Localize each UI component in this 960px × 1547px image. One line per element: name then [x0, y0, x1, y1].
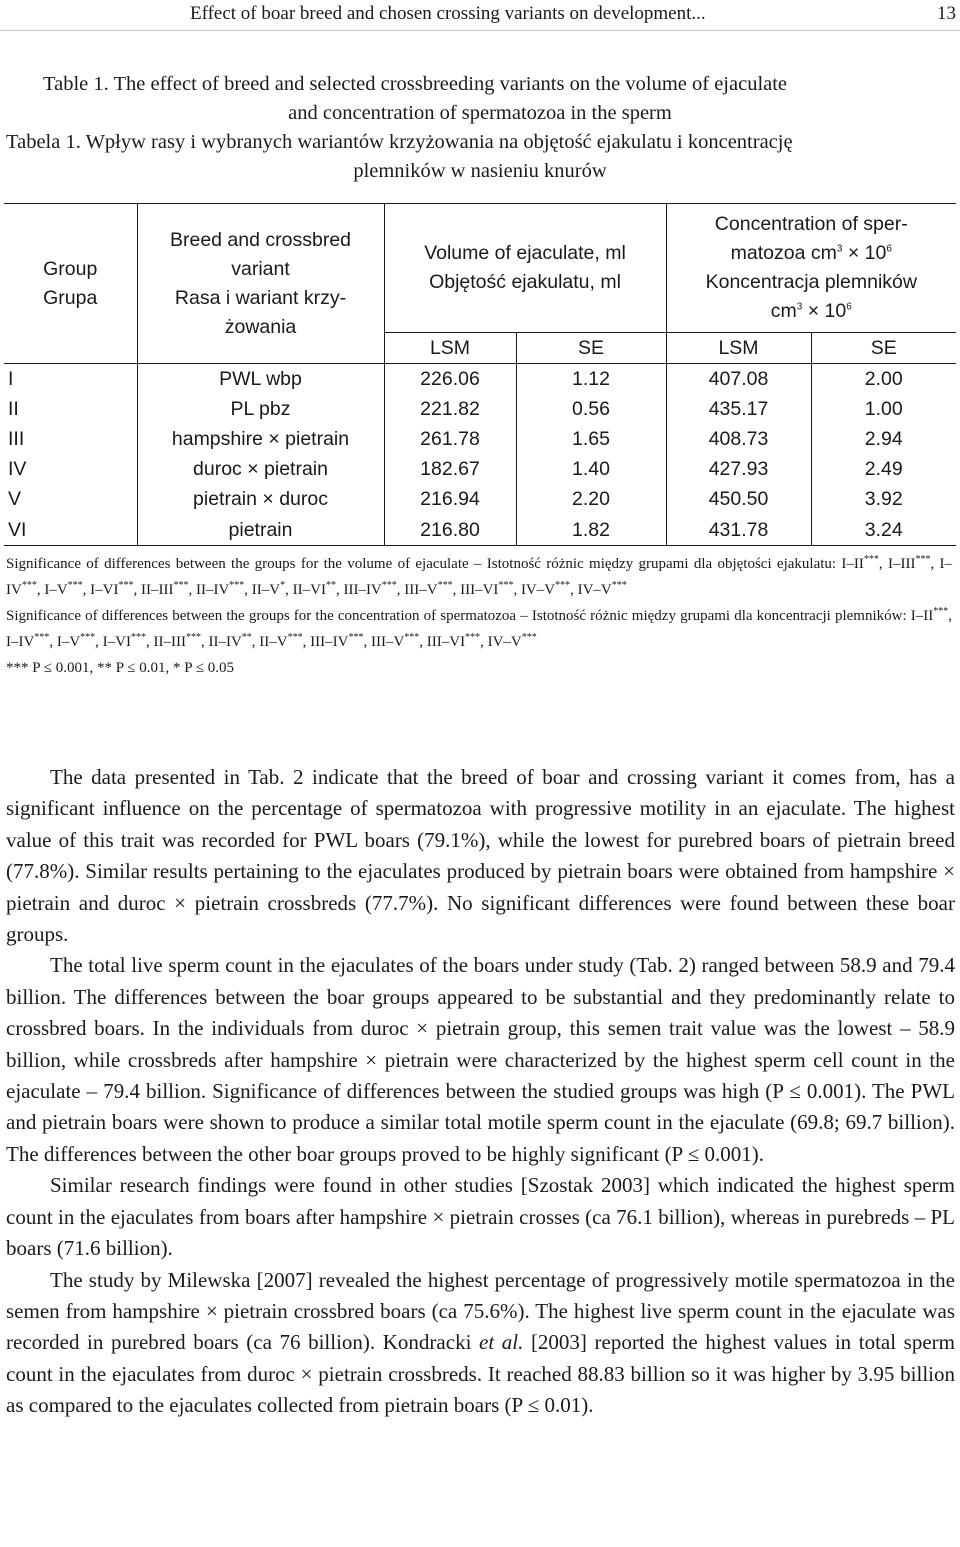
- pair-label: I–IV: [6, 556, 952, 598]
- cell-volume-lsm: 221.82: [384, 394, 516, 424]
- header-group: [4, 204, 137, 364]
- note-volume-pairs: I–II***, I–III***, I–IV***, I–V***, I–VI***, II–III***, II–IV***, II–V*, II–VI**, III–IV***, III–V***, III–VI***, IV–V***, IV–V***: [6, 554, 952, 598]
- pair-label: II–III: [153, 634, 186, 650]
- cell-group: III: [4, 424, 137, 454]
- note-legend: *** P ≤ 0.001, ** P ≤ 0.01, * P ≤ 0.05: [6, 660, 235, 676]
- data-table: [4, 203, 956, 546]
- cell-conc-lsm: 407.08: [666, 364, 811, 395]
- pair-significance: ***: [34, 632, 50, 643]
- table-row: [4, 455, 956, 485]
- header-conc-en1: Concentration of sper-: [714, 213, 908, 235]
- pair-significance: ***: [67, 580, 83, 591]
- pair-significance: ***: [555, 580, 571, 591]
- pair-significance: ***: [611, 580, 627, 591]
- cell-group: II: [4, 394, 137, 424]
- significance-pair: [404, 582, 452, 598]
- header-conc-en2b: × 10: [842, 242, 887, 264]
- header-breed-en1: Breed and crossbred: [169, 228, 352, 251]
- pair-label: I–II: [910, 608, 934, 624]
- pair-significance: ***: [287, 632, 303, 643]
- pair-significance: ***: [130, 632, 146, 643]
- table-row: [4, 485, 956, 515]
- cell-group: IV: [4, 455, 137, 485]
- cell-volume-se: 1.40: [516, 455, 666, 485]
- pair-significance: ***: [381, 580, 397, 591]
- header-concentration: [666, 204, 956, 333]
- subheader-se-volume: SE: [516, 333, 666, 364]
- cell-group: VI: [4, 515, 137, 546]
- pair-label: I–V: [56, 634, 81, 650]
- pair-label: III–IV: [310, 634, 349, 650]
- pair-significance: ***: [173, 580, 189, 591]
- pair-label: I–III: [887, 556, 916, 572]
- pair-label: IV–V: [520, 582, 556, 598]
- pair-significance: ***: [80, 632, 96, 643]
- subheader-lsm-concentration: LSM: [666, 333, 811, 364]
- pair-significance: **: [325, 580, 336, 591]
- pair-label: III–VI: [460, 582, 499, 598]
- note-concentration-significance: [6, 603, 952, 655]
- pair-label: II–V: [259, 634, 288, 650]
- significance-pair: [208, 634, 251, 650]
- paragraph-italic: et al.: [479, 1330, 524, 1355]
- significance-pair: [259, 634, 302, 650]
- pair-label: II–VI: [292, 582, 326, 598]
- paragraph: [6, 1265, 955, 1422]
- significance-pair: [911, 608, 949, 624]
- header-conc-pl2a: cm: [770, 300, 797, 322]
- cell-conc-se: 3.92: [864, 488, 903, 511]
- cell-conc-lsm: 427.93: [666, 455, 811, 485]
- cell-volume-se: 1.82: [516, 515, 666, 546]
- subheader-se-concentration: SE: [811, 333, 956, 364]
- header-conc-pl2: [667, 297, 957, 326]
- pair-label: II–III: [140, 582, 174, 598]
- pair-significance: ***: [21, 580, 37, 591]
- significance-pair: [6, 634, 49, 650]
- cell-group: V: [4, 485, 137, 515]
- header-conc-pl1: Koncentracja plemników: [705, 271, 917, 293]
- cell-breed: pietrain: [137, 515, 384, 546]
- caption-en-line1: Table 1. The effect of breed and selected crossbreeding variants on the volume of ejaculate: [43, 73, 788, 95]
- table-row: [4, 515, 956, 546]
- pair-label: I–V: [44, 582, 68, 598]
- body-text: [6, 762, 955, 1422]
- header-group-en: Group: [43, 257, 98, 280]
- cell-conc-lsm: 431.78: [666, 515, 811, 546]
- pair-significance: ***: [933, 606, 949, 617]
- pair-label: II–V: [251, 582, 281, 598]
- paragraph-text: [2003] reported the highest values in total sperm count in the ejaculates from duroc × pietrain crossbreds. It reached 88.83 billion so it was higher by 3.95 billion as compared to the ejaculates collected from pietrain boars (P ≤ 0.01).: [6, 1330, 955, 1418]
- header-breed-en2: variant: [231, 257, 290, 280]
- cell-conc-lsm: 408.73: [666, 424, 811, 454]
- cell-volume-se: 0.56: [516, 394, 666, 424]
- pair-significance: ***: [348, 632, 364, 643]
- significance-pair: [252, 582, 285, 598]
- significance-pair: [196, 582, 244, 598]
- header-breed-pl1: Rasa i wariant krzy-: [174, 286, 347, 309]
- significance-pair: [153, 634, 200, 650]
- pair-label: IV–V: [487, 634, 522, 650]
- header-conc-pl2-sup2: 6: [846, 301, 852, 313]
- header-conc-pl2-sup1: 3: [796, 301, 803, 313]
- cell-volume-lsm: 216.80: [384, 515, 516, 546]
- significance-pair: [521, 582, 570, 598]
- cell-breed: duroc × pietrain: [137, 455, 384, 485]
- cell-volume-se: 1.12: [516, 364, 666, 395]
- pair-significance: **: [241, 632, 252, 643]
- significance-pair: [427, 634, 480, 650]
- cell-conc-lsm: 450.50: [666, 485, 811, 515]
- cell-conc-se: 2.94: [864, 427, 903, 450]
- significance-pair: [44, 582, 82, 598]
- pair-label: III–VI: [426, 634, 466, 650]
- pair-significance: ***: [185, 632, 201, 643]
- pair-significance: ***: [118, 580, 134, 591]
- table-row: [4, 424, 956, 454]
- cell-volume-lsm: 182.67: [384, 455, 516, 485]
- paragraph: The data presented in Tab. 2 indicate that the breed of boar and crossing variant it comes from, has a significant influence on the percentage of spermatozoa with progressive motility in an ejaculate. The highest value of this trait was recorded for PWL boars (79.1%), while the lowest for purebred boars of pietrain breed (77.8%). Similar results pertaining to the ejaculates produced by pietrain boars were obtained from hampshire × pietrain and duroc × pietrain crossbreds (77.7%). No significant differences were found between these boar groups.: [6, 765, 955, 947]
- significance-pair: [578, 582, 627, 598]
- cell-volume-se: 2.20: [516, 485, 666, 515]
- pair-label: II–IV: [208, 634, 242, 650]
- caption-pl-line1: Tabela 1. Wpływ rasy i wybranych wariantów krzyżowania na objętość ejakulatu i koncentrację: [6, 131, 793, 153]
- significance-pair: [57, 634, 95, 650]
- table-row: [4, 394, 956, 424]
- pair-label: III–V: [404, 582, 438, 598]
- pair-label: III–IV: [343, 582, 382, 598]
- pair-label: I–II: [841, 556, 864, 572]
- subheader-lsm-volume: LSM: [384, 333, 516, 364]
- note-volume-significance: [6, 551, 952, 603]
- cell-volume-lsm: 216.94: [384, 485, 516, 515]
- cell-group: I: [4, 364, 137, 395]
- cell-breed: PL pbz: [137, 394, 384, 424]
- pair-label: II–IV: [195, 582, 230, 598]
- header-group-pl: Grupa: [43, 286, 98, 309]
- table-row: [4, 364, 956, 395]
- cell-breed: PWL wbp: [137, 364, 384, 395]
- header-volume-pl: Objętość ejakulatu, ml: [429, 271, 621, 293]
- table-caption-polish: [0, 128, 960, 186]
- significance-pair: [841, 556, 879, 572]
- header-breed: [137, 204, 384, 364]
- note-conc-pairs: I–II***, I–IV***, I–V***, I–VI***, II–III***, II–IV**, II–V***, III–IV***, III–V***, III–VI***, IV–V***: [6, 606, 952, 650]
- pair-significance: ***: [498, 580, 514, 591]
- running-header: [0, 0, 960, 31]
- header-breed-pl2: żowania: [224, 315, 297, 338]
- header-volume: [384, 204, 666, 333]
- significance-pair: [141, 582, 188, 598]
- significance-pair: [888, 556, 930, 572]
- running-title: Effect of boar breed and chosen crossing variants on development...: [190, 3, 706, 24]
- caption-pl-line2: plemników w nasieniu knurów: [353, 160, 607, 182]
- header-conc-en2-sup2: 6: [886, 243, 892, 255]
- cell-conc-se: 2.00: [864, 367, 903, 390]
- header-conc-en2a: matozoa cm: [730, 242, 837, 264]
- cell-volume-lsm: 226.06: [384, 364, 516, 395]
- pair-significance: ***: [915, 554, 931, 565]
- pair-significance: ***: [521, 632, 537, 643]
- pair-significance: ***: [229, 580, 245, 591]
- table-header-row: [4, 204, 956, 333]
- table-notes: [6, 551, 952, 681]
- cell-conc-se: 3.24: [811, 515, 956, 546]
- pair-label: IV–V: [577, 582, 612, 598]
- significance-pair: [103, 634, 146, 650]
- table-caption-english: [0, 70, 960, 128]
- cell-volume-se: 1.65: [516, 424, 666, 454]
- significance-pair: [293, 582, 336, 598]
- cell-volume-lsm: 261.78: [384, 424, 516, 454]
- pair-significance: ***: [465, 632, 481, 643]
- pair-significance: ***: [404, 632, 420, 643]
- significance-pair: [343, 582, 396, 598]
- pair-significance: ***: [437, 580, 453, 591]
- pair-significance: ***: [863, 554, 879, 565]
- header-conc-en2: [667, 239, 957, 268]
- pair-label: III–V: [370, 634, 405, 650]
- header-conc-pl2b: × 10: [802, 300, 847, 322]
- significance-pair: [310, 634, 363, 650]
- note-volume-intro: Significance of differences between the groups for the volume of ejaculate – Istotność różnic między grupami dla objętości ejakulatu:: [6, 556, 842, 572]
- caption-en-line2: and concentration of spermatozoa in the sperm: [288, 102, 672, 124]
- pair-significance: *: [280, 580, 286, 591]
- cell-breed: hampshire × pietrain: [137, 424, 384, 454]
- header-volume-en: Volume of ejaculate, ml: [424, 242, 626, 264]
- page-number: 13: [937, 3, 956, 24]
- paragraph: The total live sperm count in the ejaculates of the boars under study (Tab. 2) ranged between 58.9 and 79.4 billion. The differences between the boar groups appeared to be substantial and they predominantly relate to crossbred boars. In the individuals from duroc × pietrain group, this semen trait value was the lowest – 58.9 billion, while crossbreds after hampshire × pietrain were characterized by the highest sperm cell count in the ejaculate – 79.4 billion. Significance of differences between the studied groups was high (P ≤ 0.001). The PWL and pietrain boars were shown to produce a similar total motile sperm count in the ejaculate (69.8; 69.7 billion). The differences between the other boar groups proved to be highly significant (P ≤ 0.001).: [6, 953, 955, 1166]
- header-conc-en2-sup1: 3: [836, 243, 843, 255]
- pair-label: I–VI: [102, 634, 131, 650]
- cell-conc-se: 2.49: [864, 458, 903, 481]
- note-conc-intro: Significance of differences between the groups for the concentration of spermatozoa – Istotność różnic między grupami dla koncentracji plemników:: [6, 608, 911, 624]
- cell-conc-lsm: 435.17: [666, 394, 811, 424]
- significance-pair: [488, 634, 537, 650]
- paragraph: Similar research findings were found in other studies [Szostak 2003] which indicated the highest sperm count in the ejaculates from boars after hampshire × pietrain crosses (ca 76.1 billion), whereas in purebreds – PL boars (71.6 billion).: [6, 1173, 955, 1261]
- significance-pair: [460, 582, 513, 598]
- pair-label: I–IV: [6, 634, 35, 650]
- cell-conc-se: 1.00: [864, 397, 903, 420]
- significance-pair: [90, 582, 133, 598]
- paragraph-text: The study by Milewska [2007] revealed the highest percentage of progressively motile spermatozoa in the semen from hampshire × pietrain crossbred boars (ca 75.6%). The highest live sperm count in the ejaculate was recorded in purebred boars (ca 76 billion). Kondracki: [6, 1267, 955, 1355]
- cell-breed: pietrain × duroc: [137, 485, 384, 515]
- significance-pair: [371, 634, 419, 650]
- pair-label: I–VI: [90, 582, 119, 598]
